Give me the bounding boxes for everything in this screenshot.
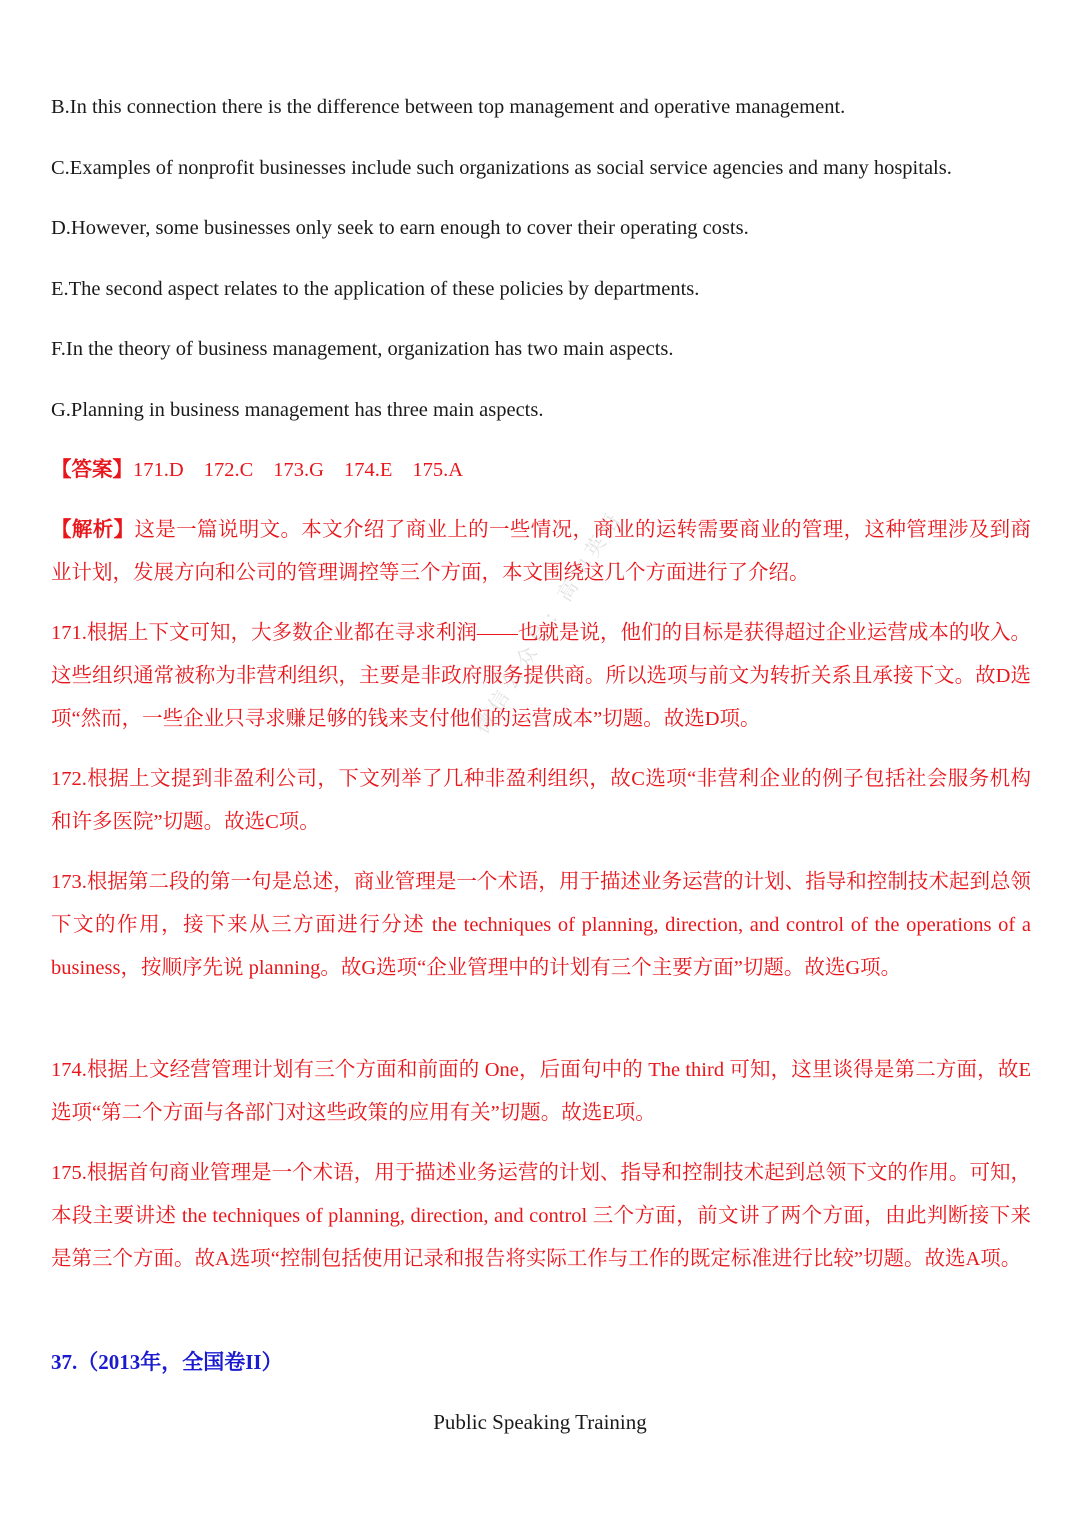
option-d: D.However, some businesses only seek to earn enough to cover their operating costs.: [51, 217, 749, 239]
answer-item: 174.E: [343, 459, 393, 481]
explanation-174: 174.根据上文经营管理计划有三个方面和前面的 One，后面句中的 The third 可知，这里谈得是第二方面，故E选项“第二个方面与各部门对这些政策的应用有关”切题。故选E项。: [51, 1059, 1031, 1124]
explanation-171: 171.根据上下文可知，大多数企业都在寻求利润——也就是说，他们的目标是获得超过企业运营成本的收入。这些组织通常被称为非营利组织，主要是非政府服务提供商。所以选项与前文为转折关系且承接下文。故D选项“然而，一些企业只寻求赚足够的钱来支付他们的运营成本”切题。故选D项。: [51, 622, 1031, 730]
analysis-paragraph: [51, 509, 1031, 595]
answer-label: 【答案】: [51, 459, 133, 481]
answer-item: 175.A: [412, 459, 464, 481]
answer-line: [51, 449, 1031, 492]
answer-item: 173.G: [273, 459, 324, 481]
option-c: C.Examples of nonprofit businesses include such organizations as social service agencies and many hospitals.: [51, 157, 952, 179]
answer-item: 171.D: [133, 459, 184, 481]
option-f: F.In the theory of business management, organization has two main aspects.: [51, 338, 674, 360]
explanation-172: 172.根据上文提到非盈利公司，下文列举了几种非盈利组织，故C选项“非营利企业的例子包括社会服务机构和许多医院”切题。故选C项。: [51, 768, 1031, 833]
explanation-175: 175.根据首句商业管理是一个术语，用于描述业务运营的计划、指导和控制技术起到总领下文的作用。可知，本段主要讲述 the techniques of planning, direction, and control 三个方面，前文讲了两个方面，由此判断接下来是第三个方面。故A选项“控制包括使用记录和报告将实际工作与工作的既定标准进行比较”切题。故选A项。: [51, 1162, 1031, 1270]
answer-item: 172.C: [203, 459, 254, 481]
option-b: B.In this connection there is the difference between top management and operative management.: [51, 96, 846, 118]
question-number: 37.（2013年，全国卷II）: [51, 1350, 283, 1374]
explanation-173: 173.根据第二段的第一句是总述，商业管理是一个术语，用于描述业务运营的计划、指导和控制技术起到总领下文的作用，接下来从三方面进行分述 the techniques of planning, direction, and control of the operations of a business，按顺序先说 planning。故G选项“企业管理中的计划有三个主要方面”切题。故选G项。: [51, 871, 1031, 979]
option-e: E.The second aspect relates to the application of these policies by departments.: [51, 278, 700, 300]
watermark: 微信公众号：高中英语: [469, 504, 628, 738]
option-g: G.Planning in business management has three main aspects.: [51, 399, 544, 421]
passage-title: Public Speaking Training: [433, 1410, 647, 1434]
analysis-label: 【解析】: [51, 519, 135, 541]
analysis-text: 这是一篇说明文。本文介绍了商业上的一些情况，商业的运转需要商业的管理，这种管理涉及到商业计划，发展方向和公司的管理调控等三个方面，本文围绕这几个方面进行了介绍。: [51, 519, 1032, 584]
